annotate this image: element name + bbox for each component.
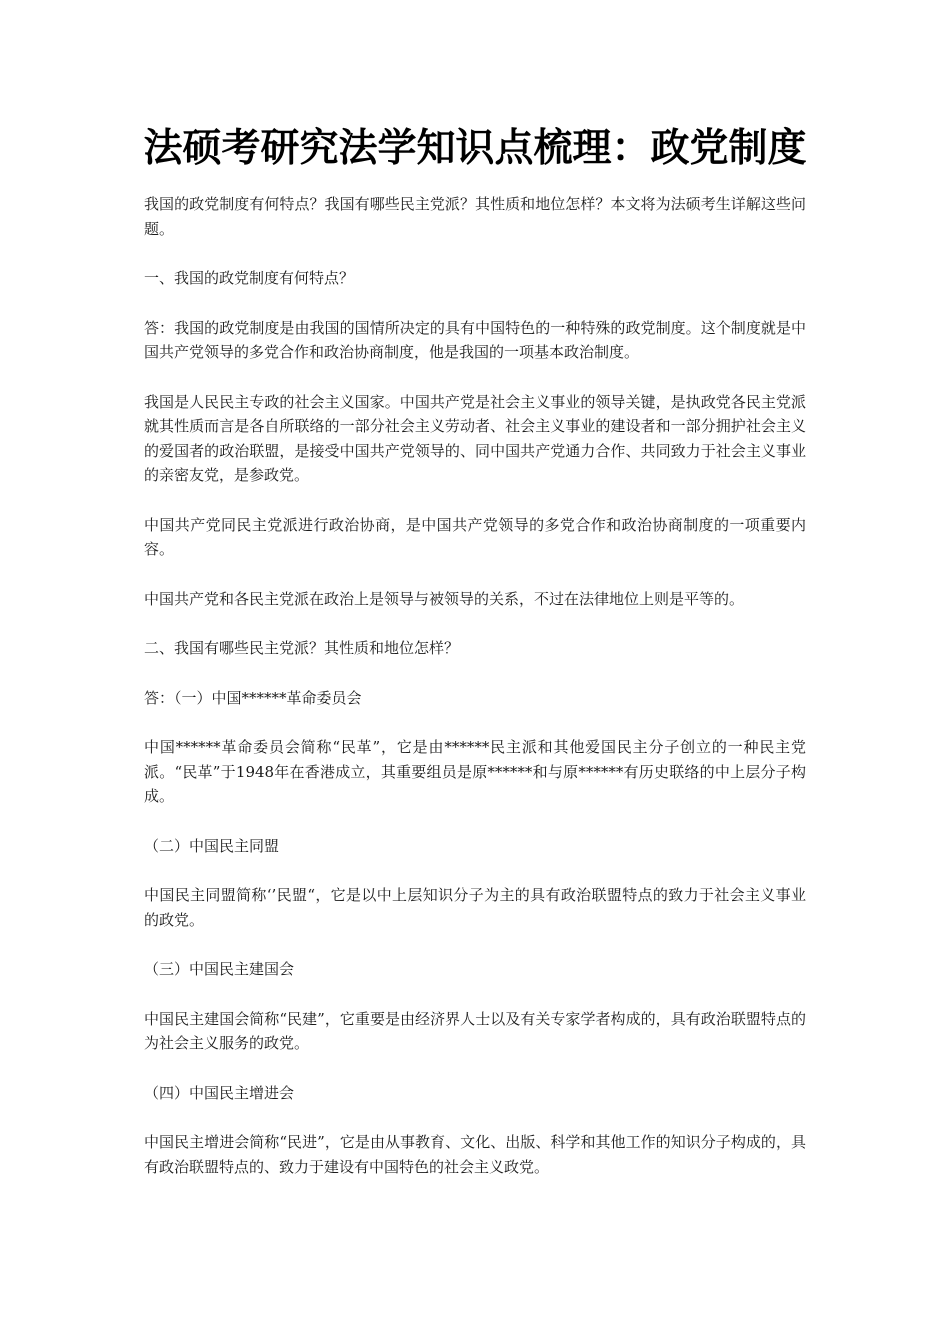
subheading-4: （四）中国民主增进会 (144, 1083, 295, 1102)
section-heading-2: 二、我国有哪些民主党派？其性质和地位怎样？ (144, 639, 460, 657)
party-paragraph-2: 中国民主同盟简称‘’民盟“，它是以中上层知识分子为主的具有政治联盟特点的致力于社会主义事业的政党。 (144, 886, 806, 929)
answer-heading-1: 答：（一）中国******革命委员会 (144, 688, 362, 707)
body-paragraph-nature: 我国是人民民主专政的社会主义国家。中国共产党是社会主义事业的领导关键，是执政党各民主党派就其性质而言是各自所联络的一部分社会主义劳动者、社会主义事业的建设者和一部分拥护社会主义的爱国者的政治联盟，是接受中国共产党领导的、同中国共产党通力合作、共同致力于社会主义事业的亲密友党，是参政党。 (144, 392, 806, 484)
body-paragraph-consultation: 中国共产党同民主党派进行政治协商，是中国共产党领导的多党合作和政治协商制度的一项重要内容。 (144, 515, 806, 558)
subheading-3: （三）中国民主建国会 (144, 960, 295, 978)
intro-paragraph: 我国的政党制度有何特点？我国有哪些民主党派？其性质和地位怎样？本文将为法硕考生详解这些问题。 (144, 195, 806, 238)
body-paragraph-relationship: 中国共产党和各民主党派在政治上是领导与被领导的关系，不过在法律地位上则是平等的。 (144, 589, 745, 608)
subheading-2: （二）中国民主同盟 (144, 836, 280, 855)
party-paragraph-3: 中国民主建国会简称“民建”，它重要是由经济界人士以及有关专家学者构成的，具有政治联盟特点的为社会主义服务的政党。 (144, 1009, 806, 1052)
party-paragraph-1: 中国******革命委员会简称“民革”，它是由******民主派和其他爱国民主分子创立的一种民主党派。“民革”于1948年在香港成立，其重要组员是原******和与原******有历史联络的中上层分子构成。 (144, 738, 806, 805)
document-title: 法硕考研究法学知识点梳理：政党制度 (143, 125, 807, 171)
answer-paragraph-1: 答：我国的政党制度是由我国的国情所决定的具有中国特色的一种特殊的政党制度。这个制度就是中国共产党领导的多党合作和政治协商制度，他是我国的一项基本政治制度。 (144, 318, 806, 361)
section-heading-1: 一、我国的政党制度有何特点？ (144, 269, 355, 287)
party-paragraph-4: 中国民主增进会简称“民进”，它是由从事教育、文化、出版、科学和其他工作的知识分子构成的，具有政治联盟特点的、致力于建设有中国特色的社会主义政党。 (144, 1133, 806, 1176)
